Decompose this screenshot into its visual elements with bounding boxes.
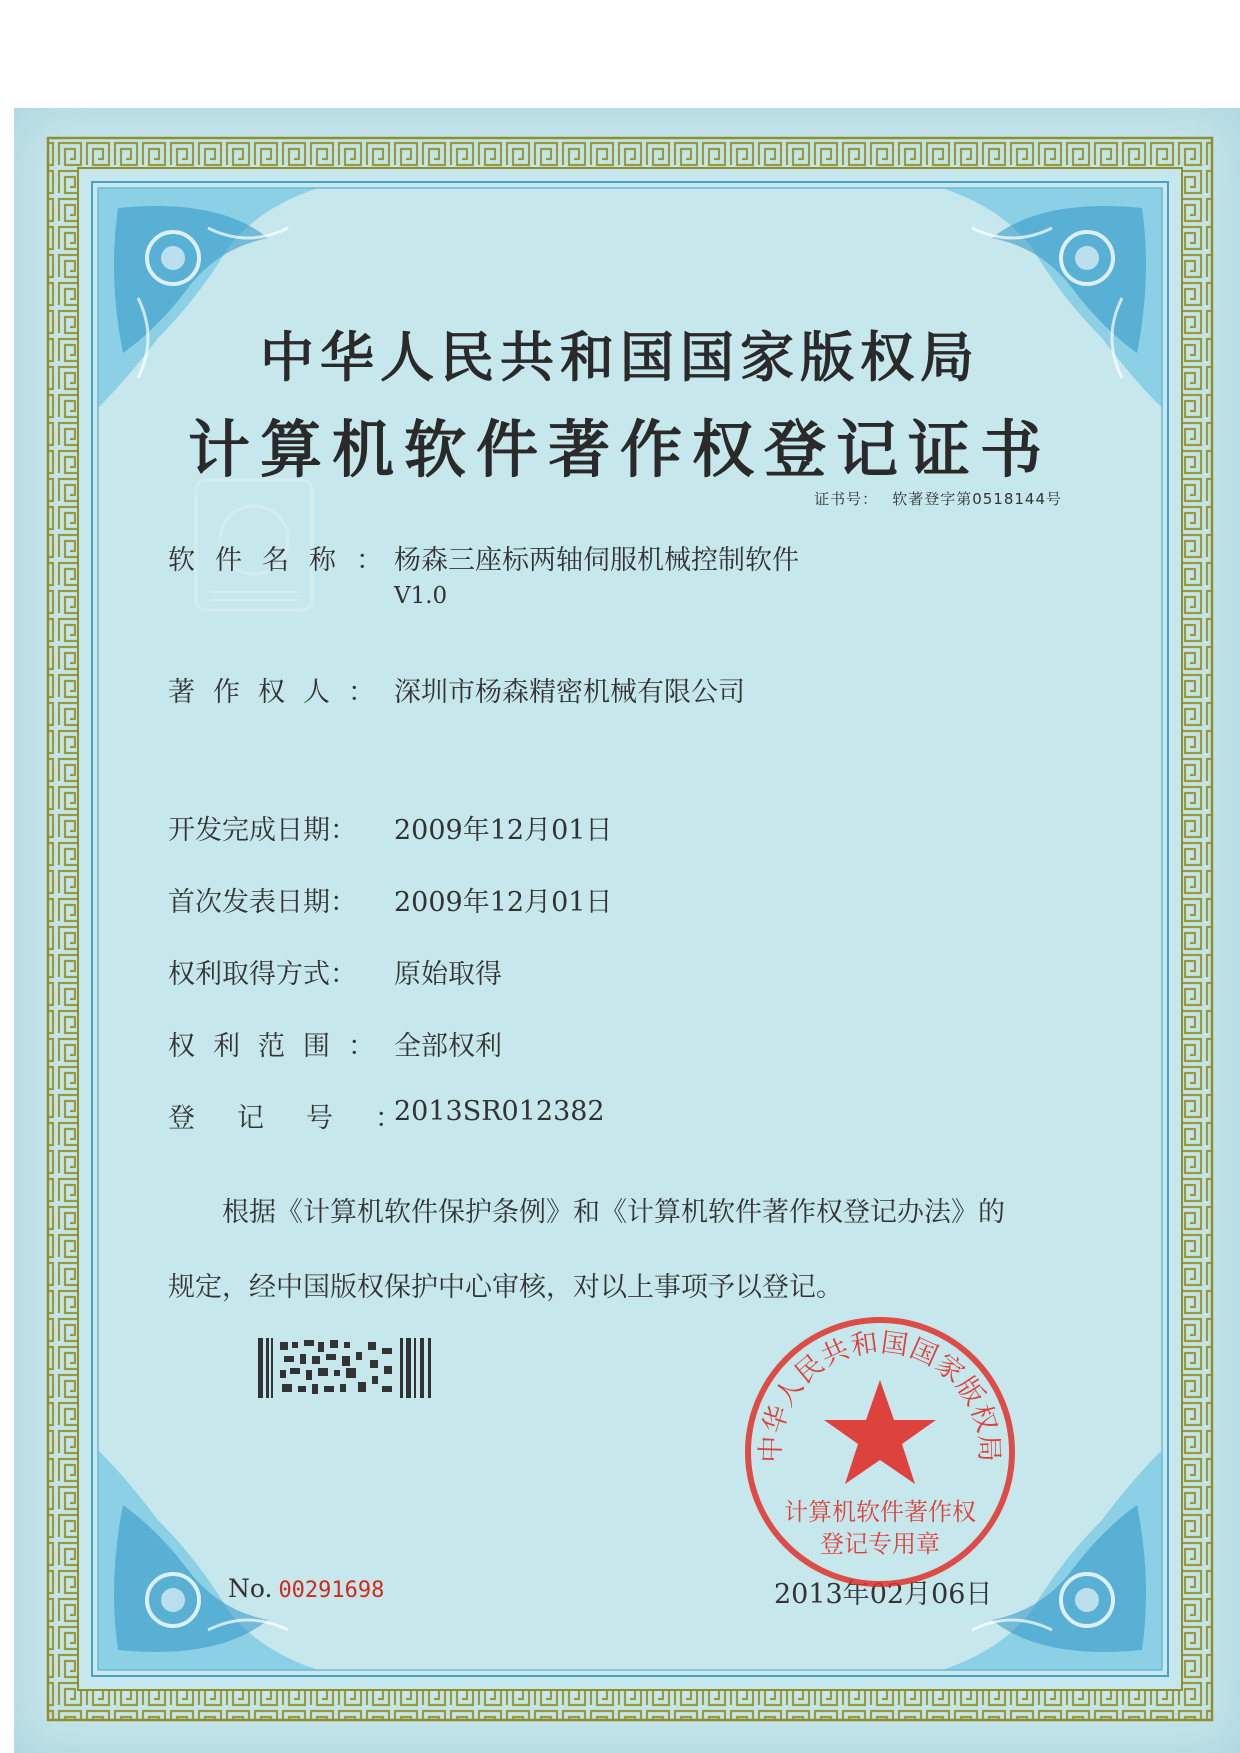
software-name-value [394, 538, 799, 609]
registration-number-label: 登记号： [168, 1103, 444, 1134]
copyright-owner-value: 深圳市杨森精密机械有限公司 [394, 677, 745, 708]
issue-date: 2013年02月06日 [774, 1579, 993, 1610]
rights-acquisition-label: 权利取得方式： [168, 959, 357, 990]
corner-ornament-icon [98, 1450, 318, 1670]
certificate-number-value: 软著登字第0518144号 [892, 490, 1062, 508]
field-rights-acquisition [168, 952, 502, 991]
serial-prefix: No. [228, 1574, 273, 1603]
first-publish-date-value: 2009年12月01日 [394, 887, 613, 918]
first-publish-date-label: 首次发表日期： [168, 887, 357, 918]
seal-star-icon [824, 1380, 936, 1484]
software-name-label: 软件名称： [168, 545, 403, 576]
barcode-icon [258, 1338, 434, 1398]
field-rights-scope [168, 1024, 502, 1063]
field-copyright-owner [168, 670, 745, 709]
registration-number-value: 2013SR012382 [394, 1096, 605, 1127]
dev-complete-date-value: 2009年12月01日 [394, 815, 613, 846]
software-name-line2: V1.0 [394, 583, 448, 609]
issuer-heading: 中华人民共和国国家版权局 [260, 326, 980, 389]
seal-arc-text: 中华人民共和国国家版权局 [755, 1327, 1005, 1464]
official-seal-stamp [740, 1312, 1020, 1592]
software-name-line1: 杨森三座标两轴伺服机械控制软件 [394, 545, 799, 576]
seal-line1: 计算机软件著作权 [784, 1498, 976, 1526]
field-software-name [168, 538, 799, 609]
seal-line2: 登记专用章 [820, 1530, 940, 1558]
dev-complete-date-label: 开发完成日期： [168, 815, 357, 846]
serial-value: 00291698 [278, 1578, 385, 1603]
field-registration-number [168, 1096, 605, 1135]
certificate-title: 计算机软件著作权登记证书 [187, 413, 1052, 486]
field-first-publish-date [168, 880, 612, 919]
rights-scope-label: 权利范围： [168, 1031, 393, 1062]
legal-paragraph-line1: 根据《计算机软件保护条例》和《计算机软件著作权登记办法》的 [222, 1197, 1005, 1228]
certificate-number [814, 488, 1062, 509]
serial-number [228, 1574, 384, 1603]
copyright-owner-label: 著作权人： [168, 677, 393, 708]
certificate-number-label: 证书号： [814, 490, 879, 508]
rights-scope-value: 全部权利 [394, 1031, 502, 1062]
field-dev-complete-date [168, 808, 612, 847]
rights-acquisition-value: 原始取得 [394, 959, 502, 990]
legal-paragraph-line2: 规定，经中国版权保护中心审核，对以上事项予以登记。 [168, 1272, 843, 1303]
